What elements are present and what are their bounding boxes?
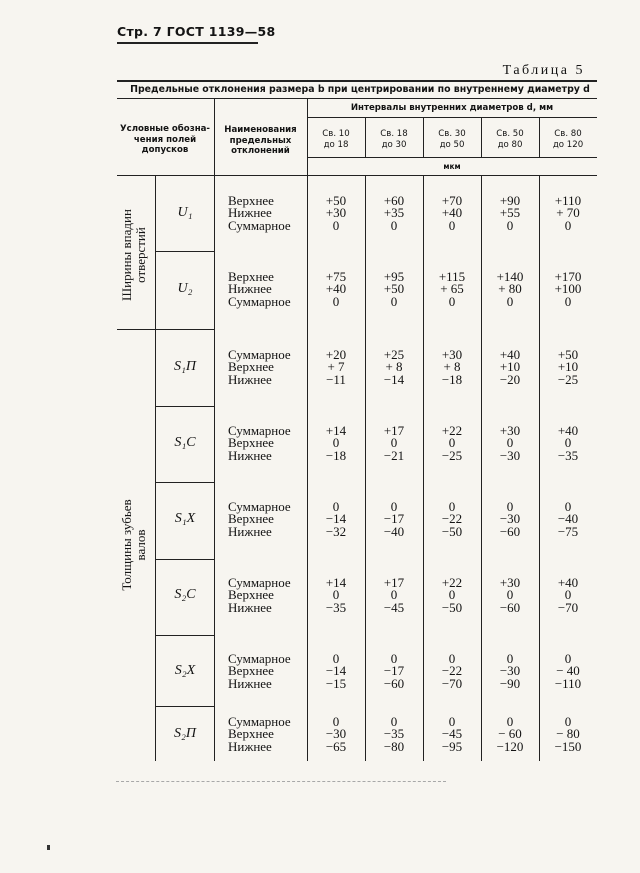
tolerance-field-code: U₂ bbox=[177, 281, 193, 296]
deviation-value: −50 bbox=[441, 599, 463, 615]
deviation-values-cell bbox=[539, 195, 597, 232]
deviation-value: −60 bbox=[499, 523, 521, 539]
deviation-values-cell bbox=[307, 716, 365, 753]
deviation-values-cell bbox=[423, 349, 481, 386]
deviation-value: −90 bbox=[499, 675, 521, 691]
deviation-value: +100 bbox=[554, 281, 582, 297]
deviation-value: −25 bbox=[441, 447, 463, 463]
deviation-value: 0 bbox=[448, 217, 456, 233]
deviation-value: + 65 bbox=[440, 281, 464, 297]
deviation-name: Верхнее bbox=[228, 663, 274, 679]
deviation-value: −120 bbox=[496, 738, 524, 754]
deviation-name: Суммарное bbox=[228, 217, 291, 233]
deviation-values-cell bbox=[481, 349, 539, 386]
deviation-name: Нижнее bbox=[228, 738, 272, 754]
deviation-value: −22 bbox=[441, 663, 463, 679]
deviation-value: +75 bbox=[325, 269, 347, 284]
deviation-value: 0 bbox=[390, 293, 398, 309]
deviation-name: Суммарное bbox=[228, 714, 291, 729]
header-bottom-rule bbox=[117, 175, 597, 176]
deviation-value: +170 bbox=[554, 269, 582, 284]
deviation-value: +22 bbox=[441, 423, 463, 438]
deviation-name: Нижнее bbox=[228, 371, 272, 387]
deviation-value: +50 bbox=[557, 347, 579, 362]
deviation-value: −60 bbox=[499, 599, 521, 615]
deviation-name: Суммарное bbox=[228, 293, 291, 309]
deviation-value: − 60 bbox=[498, 726, 522, 742]
deviation-value: −25 bbox=[557, 371, 579, 387]
deviation-value: 0 bbox=[390, 587, 398, 603]
deviation-value: −45 bbox=[441, 726, 463, 742]
deviation-value: +17 bbox=[383, 575, 405, 590]
tolerance-field-code: U₁ bbox=[177, 205, 193, 220]
range-header: Св. 80 до 120 bbox=[552, 129, 584, 150]
deviation-value: −40 bbox=[383, 523, 405, 539]
deviation-value: 0 bbox=[448, 651, 456, 666]
deviation-value: 0 bbox=[390, 435, 398, 451]
deviation-value: −80 bbox=[383, 738, 405, 754]
range-header: Св. 10 до 18 bbox=[322, 129, 350, 150]
deviation-value: +55 bbox=[499, 205, 521, 221]
tolerance-field-code: S₂X bbox=[174, 663, 196, 678]
deviation-values-cell bbox=[481, 425, 539, 462]
deviation-value: − 80 bbox=[556, 726, 580, 742]
deviation-value: −75 bbox=[557, 523, 579, 539]
scan-artifact-line bbox=[116, 781, 446, 782]
range-header: Св. 50 до 80 bbox=[496, 129, 524, 150]
deviation-value: 0 bbox=[390, 217, 398, 233]
deviation-name: Суммарное bbox=[228, 575, 291, 590]
deviation-name: Нижнее bbox=[228, 281, 272, 297]
deviation-value: 0 bbox=[564, 217, 572, 233]
deviation-value: +14 bbox=[325, 423, 347, 438]
deviation-values-cell bbox=[481, 716, 539, 753]
deviation-values-cell bbox=[365, 716, 423, 753]
deviation-values-cell bbox=[539, 425, 597, 462]
deviation-value: 0 bbox=[564, 293, 572, 309]
unit-header: мкм bbox=[443, 162, 461, 171]
deviation-value: −21 bbox=[383, 447, 405, 463]
deviation-values-cell bbox=[481, 653, 539, 690]
deviation-value: −95 bbox=[441, 738, 463, 754]
deviation-value: 0 bbox=[332, 293, 340, 309]
intervals-header: Интервалы внутренних диаметров d, мм bbox=[350, 103, 554, 113]
deviation-value: 0 bbox=[564, 587, 572, 603]
deviation-value: +20 bbox=[325, 347, 347, 362]
row-rule bbox=[156, 706, 215, 707]
deviation-value: 0 bbox=[564, 499, 572, 514]
deviation-value: 0 bbox=[506, 499, 514, 514]
deviation-value: 0 bbox=[390, 499, 398, 514]
deviation-values-cell bbox=[539, 653, 597, 690]
deviation-value: −35 bbox=[383, 726, 405, 742]
deviation-values-cell bbox=[539, 501, 597, 538]
deviation-value: + 8 bbox=[385, 359, 403, 375]
deviation-value: 0 bbox=[390, 714, 398, 729]
deviation-values-cell bbox=[365, 577, 423, 614]
deviation-value: 0 bbox=[448, 293, 456, 309]
deviation-values-cell bbox=[365, 501, 423, 538]
deviation-value: −110 bbox=[554, 675, 582, 691]
deviation-value: 0 bbox=[332, 499, 340, 514]
deviation-value: +95 bbox=[383, 269, 405, 284]
deviation-value: +110 bbox=[554, 193, 582, 208]
deviation-values-cell bbox=[481, 271, 539, 308]
title-rule bbox=[117, 98, 597, 99]
deviation-value: +40 bbox=[441, 205, 463, 221]
table-caption: Таблица 5 bbox=[502, 63, 585, 78]
deviation-value: + 70 bbox=[556, 205, 580, 221]
deviation-value: +25 bbox=[383, 347, 405, 362]
deviation-values-cell bbox=[365, 425, 423, 462]
deviation-values-cell bbox=[365, 195, 423, 232]
deviation-value: +115 bbox=[438, 269, 466, 284]
deviation-value: −35 bbox=[325, 599, 347, 615]
deviation-value: 0 bbox=[506, 293, 514, 309]
deviation-value: 0 bbox=[332, 587, 340, 603]
deviation-value: 0 bbox=[448, 435, 456, 451]
deviation-name: Верхнее bbox=[228, 726, 274, 742]
page-header: Стр. 7 ГОСТ 1139—58 bbox=[117, 24, 276, 39]
deviation-value: −40 bbox=[557, 511, 579, 527]
deviation-value: −14 bbox=[325, 663, 347, 679]
row-rule bbox=[156, 406, 215, 407]
deviation-value: +40 bbox=[499, 347, 521, 362]
deviation-value: −60 bbox=[383, 675, 405, 691]
deviation-name: Нижнее bbox=[228, 599, 272, 615]
names-col-header: Наименования предельных отклонений bbox=[224, 125, 297, 156]
deviation-name: Суммарное bbox=[228, 347, 291, 362]
deviation-values-cell bbox=[423, 577, 481, 614]
deviation-value: −32 bbox=[325, 523, 347, 539]
deviation-value: +50 bbox=[383, 281, 405, 297]
deviation-value: +30 bbox=[499, 423, 521, 438]
group-rule bbox=[117, 329, 215, 330]
deviation-values-cell bbox=[539, 271, 597, 308]
deviation-value: +30 bbox=[441, 347, 463, 362]
deviation-value: −35 bbox=[557, 447, 579, 463]
deviation-value: −30 bbox=[499, 447, 521, 463]
holes-group-label: Ширины впадин отверстий bbox=[119, 209, 148, 301]
deviation-value: +22 bbox=[441, 575, 463, 590]
range-header: Св. 30 до 50 bbox=[438, 129, 466, 150]
tolerance-field-code: S₂П bbox=[174, 726, 196, 741]
deviation-value: −22 bbox=[441, 511, 463, 527]
deviation-value: −30 bbox=[325, 726, 347, 742]
deviation-name: Верхнее bbox=[228, 587, 274, 603]
deviation-value: −70 bbox=[441, 675, 463, 691]
deviation-values-cell bbox=[423, 501, 481, 538]
deviation-value: −15 bbox=[325, 675, 347, 691]
deviation-name: Суммарное bbox=[228, 499, 291, 514]
deviation-values-cell bbox=[539, 349, 597, 386]
deviation-value: 0 bbox=[506, 714, 514, 729]
deviation-name: Верхнее bbox=[228, 359, 274, 375]
deviation-value: 0 bbox=[564, 435, 572, 451]
deviation-values-cell bbox=[481, 195, 539, 232]
deviation-values-cell bbox=[481, 501, 539, 538]
deviation-value: − 40 bbox=[556, 663, 580, 679]
deviation-values-cell bbox=[423, 195, 481, 232]
deviation-values-cell bbox=[539, 577, 597, 614]
deviation-value: +10 bbox=[557, 359, 579, 375]
deviation-values-cell bbox=[423, 653, 481, 690]
deviation-name: Нижнее bbox=[228, 205, 272, 221]
deviation-values-cell bbox=[307, 271, 365, 308]
fields-col-header: Условные обозна- чения полей допусков bbox=[120, 124, 210, 155]
header-rule bbox=[117, 42, 258, 44]
deviation-value: −18 bbox=[325, 447, 347, 463]
tolerance-field-code: S₁П bbox=[174, 359, 196, 374]
deviation-value: + 8 bbox=[443, 359, 461, 375]
deviation-value: −30 bbox=[499, 511, 521, 527]
deviation-name: Суммарное bbox=[228, 423, 291, 438]
deviation-values-cell bbox=[307, 501, 365, 538]
shafts-group-label: Толщины зубьев валов bbox=[119, 499, 148, 591]
deviation-value: 0 bbox=[564, 714, 572, 729]
deviation-value: +40 bbox=[557, 423, 579, 438]
deviation-value: +40 bbox=[557, 575, 579, 590]
deviation-value: 0 bbox=[506, 435, 514, 451]
deviation-value: + 80 bbox=[498, 281, 522, 297]
deviation-value: −18 bbox=[441, 371, 463, 387]
deviation-value: +10 bbox=[499, 359, 521, 375]
deviation-value: −17 bbox=[383, 511, 405, 527]
deviation-values-cell bbox=[365, 271, 423, 308]
deviation-value: −20 bbox=[499, 371, 521, 387]
deviation-name: Верхнее bbox=[228, 435, 274, 451]
tolerance-field-code: S₁X bbox=[174, 511, 196, 526]
deviation-value: 0 bbox=[506, 587, 514, 603]
scan-artifact-dot bbox=[47, 845, 50, 850]
deviation-value: −65 bbox=[325, 738, 347, 754]
deviation-value: +140 bbox=[496, 269, 524, 284]
deviation-value: 0 bbox=[448, 587, 456, 603]
deviation-value: +17 bbox=[383, 423, 405, 438]
deviation-value: +14 bbox=[325, 575, 347, 590]
deviation-value: +50 bbox=[325, 193, 347, 208]
deviation-values-cell bbox=[307, 425, 365, 462]
deviation-value: −45 bbox=[383, 599, 405, 615]
deviation-name: Нижнее bbox=[228, 675, 272, 691]
row-rule bbox=[156, 251, 215, 252]
deviation-value: +40 bbox=[325, 281, 347, 297]
deviation-value: +30 bbox=[499, 575, 521, 590]
deviation-values-cell bbox=[423, 271, 481, 308]
tolerance-field-code: S₁C bbox=[174, 435, 196, 450]
deviation-values-cell bbox=[307, 653, 365, 690]
deviation-name: Суммарное bbox=[228, 651, 291, 666]
deviation-name: Верхнее bbox=[228, 193, 274, 208]
deviation-values-cell bbox=[365, 653, 423, 690]
deviation-values-cell bbox=[481, 577, 539, 614]
deviation-value: 0 bbox=[448, 499, 456, 514]
row-rule bbox=[156, 482, 215, 483]
deviation-values-cell bbox=[307, 195, 365, 232]
deviation-name: Нижнее bbox=[228, 523, 272, 539]
deviation-value: −14 bbox=[383, 371, 405, 387]
deviation-name: Верхнее bbox=[228, 511, 274, 527]
deviation-value: −14 bbox=[325, 511, 347, 527]
ranges-rule bbox=[307, 157, 597, 158]
range-header: Св. 18 до 30 bbox=[380, 129, 408, 150]
deviation-values-cell bbox=[539, 716, 597, 753]
deviation-value: 0 bbox=[332, 435, 340, 451]
deviation-value: −11 bbox=[326, 371, 346, 387]
deviation-value: +30 bbox=[325, 205, 347, 221]
deviation-value: +70 bbox=[441, 193, 463, 208]
deviation-value: −50 bbox=[441, 523, 463, 539]
deviation-value: −17 bbox=[383, 663, 405, 679]
table-top-rule bbox=[117, 80, 597, 82]
deviation-value: −70 bbox=[557, 599, 579, 615]
deviation-value: 0 bbox=[448, 714, 456, 729]
deviation-value: 0 bbox=[332, 714, 340, 729]
deviation-value: 0 bbox=[564, 651, 572, 666]
tolerance-field-code: S₂C bbox=[174, 587, 196, 602]
row-rule bbox=[156, 635, 215, 636]
deviation-value: +35 bbox=[383, 205, 405, 221]
deviation-values-cell bbox=[423, 425, 481, 462]
deviation-value: 0 bbox=[390, 651, 398, 666]
table-title: Предельные отклонения размера b при центрировании по внутреннему диаметру d bbox=[130, 84, 590, 95]
deviation-values-cell bbox=[307, 577, 365, 614]
deviation-name: Нижнее bbox=[228, 447, 272, 463]
deviation-value: −30 bbox=[499, 663, 521, 679]
deviation-values-cell bbox=[423, 716, 481, 753]
deviation-values-cell bbox=[307, 349, 365, 386]
deviation-values-cell bbox=[365, 349, 423, 386]
row-rule bbox=[156, 559, 215, 560]
deviation-value: 0 bbox=[332, 651, 340, 666]
deviation-value: 0 bbox=[506, 651, 514, 666]
deviation-value: 0 bbox=[506, 217, 514, 233]
deviation-value: +60 bbox=[383, 193, 405, 208]
deviation-value: −150 bbox=[554, 738, 582, 754]
deviation-value: 0 bbox=[332, 217, 340, 233]
intervals-rule bbox=[307, 117, 597, 118]
deviation-name: Верхнее bbox=[228, 269, 274, 284]
deviation-value: +90 bbox=[499, 193, 521, 208]
deviation-value: + 7 bbox=[327, 359, 345, 375]
